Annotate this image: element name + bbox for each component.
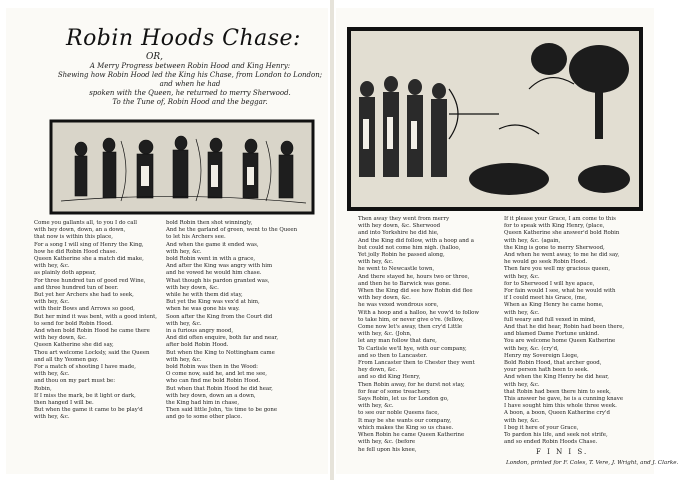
verse-line: If I miss the mark, be it light or dark, xyxy=(34,392,136,399)
verse-line: with hey down, down an a down, xyxy=(166,392,256,399)
verse-line: for fear of some treachery. xyxy=(358,388,431,395)
verse-line: I beg it here of your Grace, xyxy=(504,424,579,431)
verse-line: This answer he gave, he is a cunning knave xyxy=(504,396,624,403)
verse-line: For fain would I see, what he would with xyxy=(504,288,616,295)
verse-line: For three hundred tun of good red Wine, xyxy=(34,277,146,284)
verse-line: with hey, &c. xyxy=(34,263,70,270)
verse-line: O come now, said he, and let me see, xyxy=(166,371,268,378)
verse-line: then hanged I will be. xyxy=(34,400,94,407)
ballad-or: OR, xyxy=(146,52,164,62)
verse-line: when he was gone his way. xyxy=(166,306,240,313)
verse-line: And when the King Henry he did hear, xyxy=(504,374,609,381)
verse-line: to take him, or never give o're. (fellow, xyxy=(358,316,464,323)
verse-line: with hey, &c. xyxy=(166,248,202,255)
verse-column-3 xyxy=(358,216,498,454)
verse-line: Come now let's away, then cry'd Little xyxy=(358,324,463,331)
verse-line: your person hath been to seek. xyxy=(504,367,589,374)
verse-line: that now is within this place, xyxy=(34,234,114,241)
ballad-subtitle xyxy=(56,62,324,107)
verse-line: And when the game it ended was, xyxy=(166,241,259,248)
verse-line: let any man follow that dare, xyxy=(358,338,437,345)
verse-column-2 xyxy=(166,220,318,422)
imprint: London, printed for F. Coles, T. Vere, J. Wright, and J. Clarke. xyxy=(506,460,678,466)
verse-line: with hey down, &c. xyxy=(34,335,87,342)
verse-column-1 xyxy=(34,220,157,422)
verse-line: and thou on my part must be: xyxy=(34,378,116,385)
verse-line: with hey down, &c. xyxy=(166,284,219,291)
verse-line: But when the King to Nottingham came xyxy=(166,349,275,356)
verse-line: And after the King was angry with him xyxy=(166,263,273,270)
verse-line: bold Robin went in with a grace, xyxy=(166,256,256,263)
verse-line: But yet the King was vex'd at him, xyxy=(166,299,260,306)
verse-line: And that he did hear, Robin had been there, xyxy=(504,324,625,331)
finis: F I N I S. xyxy=(536,448,589,456)
verse-line: with hey, &c. xyxy=(34,371,70,378)
verse-line: with hey down, &c. Sherwood xyxy=(358,223,441,230)
verse-line: with hey, &c. xyxy=(504,417,540,424)
verse-line: Thou art welcome Locksly, said the Queen xyxy=(34,349,150,356)
verse-line: and then he to Barwick was gone. xyxy=(358,280,451,287)
verse-line: to let his Archers see. xyxy=(166,234,226,241)
verse-line: Queen Katherine she a match did make, xyxy=(34,256,144,263)
verse-line: he would go seek Robin Hood. xyxy=(504,259,588,266)
verse-line: after bold Robin Hood. xyxy=(166,342,229,349)
verse-line: and so did King Henry, xyxy=(358,374,421,381)
verse-line: that Robin had been there him to seek, xyxy=(504,388,611,395)
verse-line: Bold Robin Hood, that archer good, xyxy=(504,360,602,367)
verse-line: with hey, &c. xyxy=(504,273,540,280)
verse-line: with hey down, down, an a down, xyxy=(34,227,126,234)
verse-line: What though his pardon granted was, xyxy=(166,277,270,284)
verse-line: and go to some other place. xyxy=(166,414,243,421)
verse-line: with hey, &c. xyxy=(34,299,70,306)
verse-line: Then Robin away, for he durst not stay, xyxy=(358,381,465,388)
verse-line: with hey, &c. (again, xyxy=(504,237,561,244)
verse-line: You are welcome home Queen Katherine xyxy=(504,338,616,345)
verse-line: to see our noble Queens face, xyxy=(358,410,440,417)
verse-line: bold Robin then shot winningly, xyxy=(166,220,253,226)
verse-line: For a song I will sing of Henry the King, xyxy=(34,241,144,248)
left-page xyxy=(6,8,328,474)
verse-line: and he vowed he would him chase. xyxy=(166,270,262,277)
verse-line: Soon after the King from the Court did xyxy=(166,313,273,320)
verse-line: with hey, &c. xyxy=(358,403,394,410)
verse-line: and three hundred tun of beer. xyxy=(34,284,119,291)
verse-line: And he the garland of green, went to the Queen xyxy=(166,227,298,234)
subtitle-line: A Merry Progress between Robin Hood and King Henry: xyxy=(89,62,291,70)
woodcut-archers-image xyxy=(50,120,314,214)
verse-column-4 xyxy=(504,216,644,447)
verse-line: Yet jolly Robin he passed along, xyxy=(358,252,445,259)
verse-line: To Carlisle we'll hye, with our company, xyxy=(358,345,467,352)
verse-line: and blamed Dame Fortune unkind. xyxy=(504,331,600,338)
verse-line: hey down, &c. xyxy=(358,367,398,374)
verse-line: with hey, &c. xyxy=(504,381,540,388)
verse-line: Then away they went from merry xyxy=(358,216,450,222)
verse-line: full weary and full vexed in mind, xyxy=(504,316,596,323)
verse-line: the King had him in chase, xyxy=(166,400,240,407)
subtitle-line: spoken with the Queen, he returned to merry Sherwood. xyxy=(89,89,291,97)
verse-line: with hey, &c. (cry'd, xyxy=(504,345,559,352)
verse-line: with hey, &c. xyxy=(166,356,202,363)
verse-line: But yet her Archers she had to seek, xyxy=(34,292,134,299)
verse-line: how he did Robin Hood chase. xyxy=(34,248,118,255)
verse-line: with hey, &c. xyxy=(504,309,540,316)
verse-line: but could not come him nigh. (halloo, xyxy=(358,244,461,251)
page-gutter xyxy=(330,0,334,480)
verse-line: It may be she wants our company, xyxy=(358,417,452,424)
verse-line: to send for bold Robin Hood. xyxy=(34,320,113,327)
verse-line: From Lancaster then to Chester they went xyxy=(358,360,475,367)
verse-line: with hey, &c. (before xyxy=(358,439,416,446)
verse-line: Robin, xyxy=(34,385,52,392)
verse-line: With a hoop and a halloo, he vow'd to follow xyxy=(358,309,480,316)
verse-line: as plainly doth appear, xyxy=(34,270,97,277)
verse-line: he was vexed wondrous sore, xyxy=(358,302,439,309)
verse-line: And did often enquire, both far and near, xyxy=(166,335,279,342)
verse-line: in a furious angry mood, xyxy=(166,328,234,335)
verse-line: Then said little John, 'tis time to be gone xyxy=(166,407,278,414)
verse-line: and so then to Lancaster. xyxy=(358,352,428,359)
verse-line: while he with them did stay, xyxy=(166,292,243,299)
woodcut-hunt-image xyxy=(348,28,642,210)
verse-line: Says Robin, let us for London go, xyxy=(358,396,449,403)
verse-line: But when that Robin Hood he did hear, xyxy=(166,385,273,392)
verse-line: he fell upon his knee, xyxy=(358,446,417,453)
verse-line: When Robin he came Queen Katherine xyxy=(358,432,465,439)
verse-line: with their Bows and Arrows so good, xyxy=(34,306,135,313)
verse-line: and so ended Robin Hoods Chase. xyxy=(504,439,598,446)
verse-line: I have sought him this whole three week. xyxy=(504,403,617,410)
verse-line: And there stayed he, hours two or three, xyxy=(358,273,470,280)
verse-line: For a match of shooting I have made, xyxy=(34,364,136,371)
ballad-title: Robin Hoods Chase: xyxy=(66,26,301,51)
verse-line: which makes the King so us chase. xyxy=(358,424,454,431)
verse-line: for to speak with King Henry, (place, xyxy=(504,223,605,230)
verse-line: with hey down, &c. xyxy=(358,295,411,302)
verse-line: To pardon his life, and seek not strife, xyxy=(504,432,608,439)
verse-line: And when bold Robin Hood he came there xyxy=(34,328,150,335)
subtitle-line: Shewing how Robin Hood led the King his Chase, from London to London; and when he had xyxy=(57,71,323,88)
verse-line: Queen Katherine she answer'd bold Robin xyxy=(504,230,620,237)
verse-line: And the King did follow, with a hoop and a xyxy=(358,237,474,244)
verse-line: he went to Newcastle town, xyxy=(358,266,435,273)
verse-line: When the King did see how Robin did flee xyxy=(358,288,473,295)
verse-line: with hey, &c. (John, xyxy=(358,331,412,338)
verse-line: with hey, &c. xyxy=(166,320,202,327)
verse-line: Queen Katherine she did say, xyxy=(34,342,114,349)
verse-line: But when the game it came to be play'd xyxy=(34,407,143,414)
verse-line: who can find me bold Robin Hood. xyxy=(166,378,261,385)
verse-line: if I could meet his Grace, (me, xyxy=(504,295,587,302)
verse-line: Then fare you well my gracious queen, xyxy=(504,266,611,273)
verse-line: and all thy Yeomen gay. xyxy=(34,356,99,363)
verse-line: When as King Henry he came home, xyxy=(504,302,604,309)
verse-line: for to Sherwood I will hye apace, xyxy=(504,280,595,287)
verse-line: bold Robin was then in the Wood: xyxy=(166,364,258,371)
verse-line: Henry my Sovereign Liege, xyxy=(504,352,579,359)
verse-line: A boon, a boon, Queen Katherine cry'd xyxy=(504,410,610,417)
verse-line: the King is gone to merry Sherwood, xyxy=(504,244,605,251)
right-page xyxy=(336,8,678,474)
subtitle-line: To the Tune of, Robin Hood and the beggar. xyxy=(112,98,268,106)
verse-line: and into Yorkshire he did hie, xyxy=(358,230,439,237)
verse-line: with hey, &c. xyxy=(358,259,394,266)
verse-line: And when he went away, to me he did say, xyxy=(504,252,620,259)
verse-line: But her mind it was bent, with a good intent, xyxy=(34,313,157,320)
verse-line: Come you gallants all, to you I do call xyxy=(34,220,137,226)
verse-line: If it please your Grace, I am come to this xyxy=(504,216,616,222)
verse-line: with hey, &c. xyxy=(34,414,70,421)
